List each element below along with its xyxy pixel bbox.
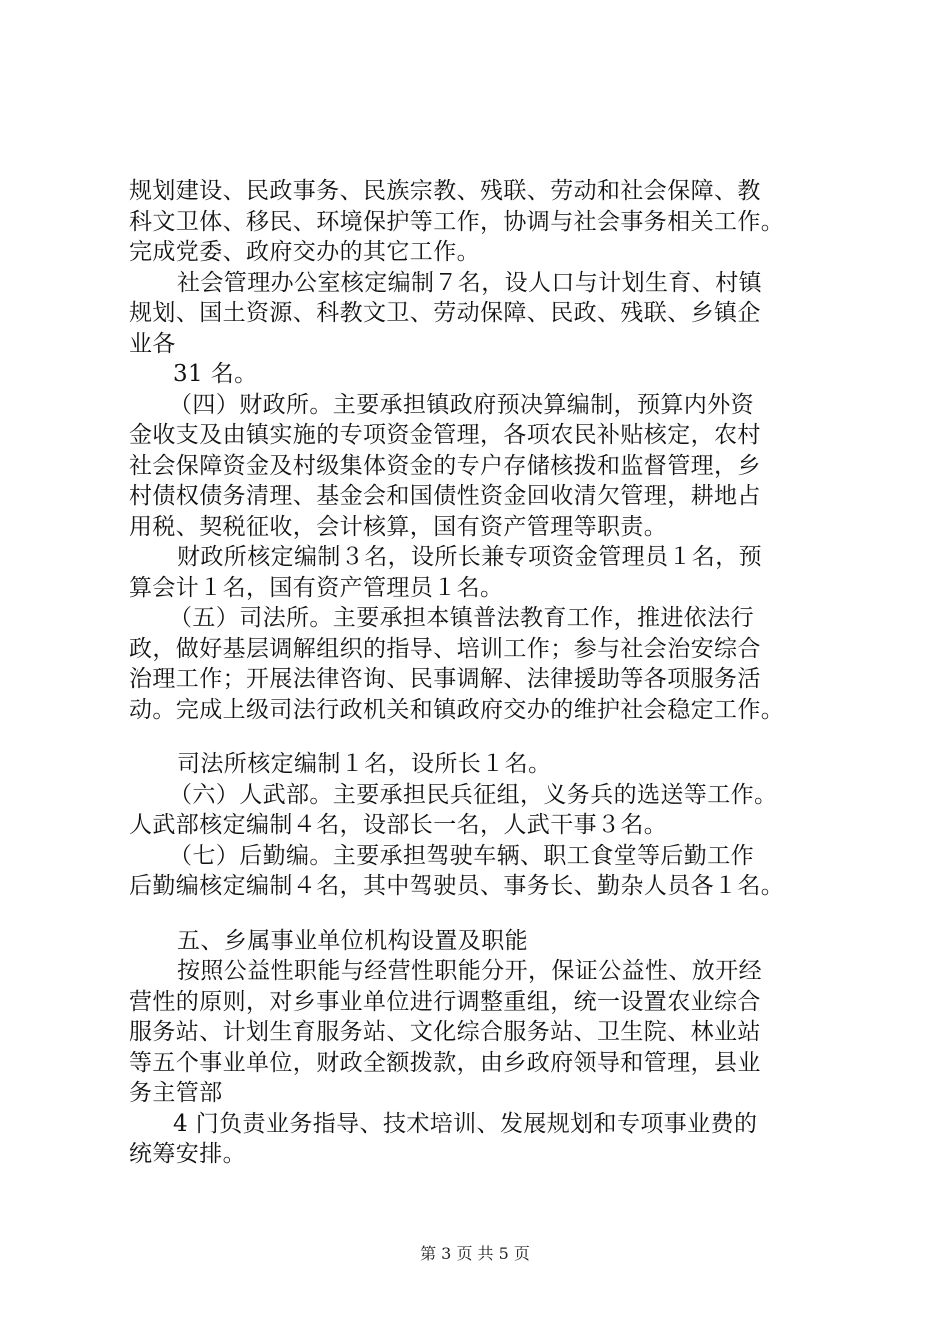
text-line: 等五个事业单位，财政全额拨款，由乡政府领导和管理，县业 <box>129 1049 761 1076</box>
text-line: 算会计１名，国有资产管理员１名。 <box>129 574 504 601</box>
text-line: 营性的原则，对乡事业单位进行调整重组，统一设置农业综合 <box>129 988 761 1015</box>
text-line: 司法所核定编制１名，设所长１名。 <box>177 751 552 777</box>
text-line: 服务站、计划生育服务站、文化综合服务站、卫生院、林业站 <box>129 1019 761 1045</box>
text-line: 业各 <box>129 330 176 357</box>
text-line: 人武部核定编制４名，设部长一名，人武干事３名。 <box>129 812 668 838</box>
text-line: 社会管理办公室核定编制７名，设人口与计划生育、村镇 <box>177 269 762 296</box>
text-line: 按照公益性职能与经营性职能分开，保证公益性、放开经 <box>177 958 762 984</box>
text-line: 治理工作；开展法律咨询、民事调解、法律援助等各项服务活 <box>129 666 761 692</box>
text-line: 统筹安排。 <box>129 1141 246 1167</box>
text-line: 完成党委、政府交办的其它工作。 <box>129 239 480 265</box>
text-line: （五）司法所。主要承担本镇普法教育工作，推进依法行 <box>169 605 754 631</box>
text-line: （七）后勤编。主要承担驾驶车辆、职工食堂等后勤工作 <box>169 842 754 869</box>
text-line: 31 名。 <box>173 361 258 387</box>
text-line: （四）财政所。主要承担镇政府预决算编制，预算内外资 <box>169 391 754 418</box>
text-line: 规划建设、民政事务、民族宗教、残联、劳动和社会保障、教 <box>129 178 761 204</box>
section-heading: 五、乡属事业单位机构设置及职能 <box>177 927 528 954</box>
text-line: 村债权债务清理、基金会和国债性资金回收清欠管理，耕地占 <box>129 483 761 509</box>
text-line: 规划、国土资源、科教文卫、劳动保障、民政、残联、乡镇企 <box>129 300 761 326</box>
paragraph-gap <box>129 725 854 749</box>
page-number-footer: 第 3 页 共 5 页 <box>420 1244 530 1263</box>
text-line: 用税、契税征收，会计核算，国有资产管理等职责。 <box>129 513 668 540</box>
document-body <box>129 176 854 1170</box>
text-line: 动。完成上级司法行政机关和镇政府交办的维护社会稳定工作。 <box>129 696 785 723</box>
text-line: 后勤编核定编制４名，其中驾驶员、事务长、勤杂人员各１名。 <box>129 873 785 899</box>
text-line: 政，做好基层调解组织的指导、培训工作；参与社会治安综合 <box>129 635 761 662</box>
paragraph-gap <box>129 902 854 926</box>
text-line: （六）人武部。主要承担民兵征组，义务兵的选送等工作。 <box>169 781 778 808</box>
text-line: 财政所核定编制３名，设所长兼专项资金管理员１名，预 <box>177 544 762 570</box>
text-line: 科文卫体、移民、环境保护等工作，协调与社会事务相关工作。 <box>129 208 785 235</box>
text-line: 社会保障资金及村级集体资金的专户存储核拨和监督管理，乡 <box>129 452 761 479</box>
text-line: 4 门负责业务指导、技术培训、发展规划和专项事业费的 <box>173 1110 758 1137</box>
text-line: 务主管部 <box>129 1080 223 1106</box>
text-line: 金收支及由镇实施的专项资金管理，各项农民补贴核定，农村 <box>129 422 761 448</box>
